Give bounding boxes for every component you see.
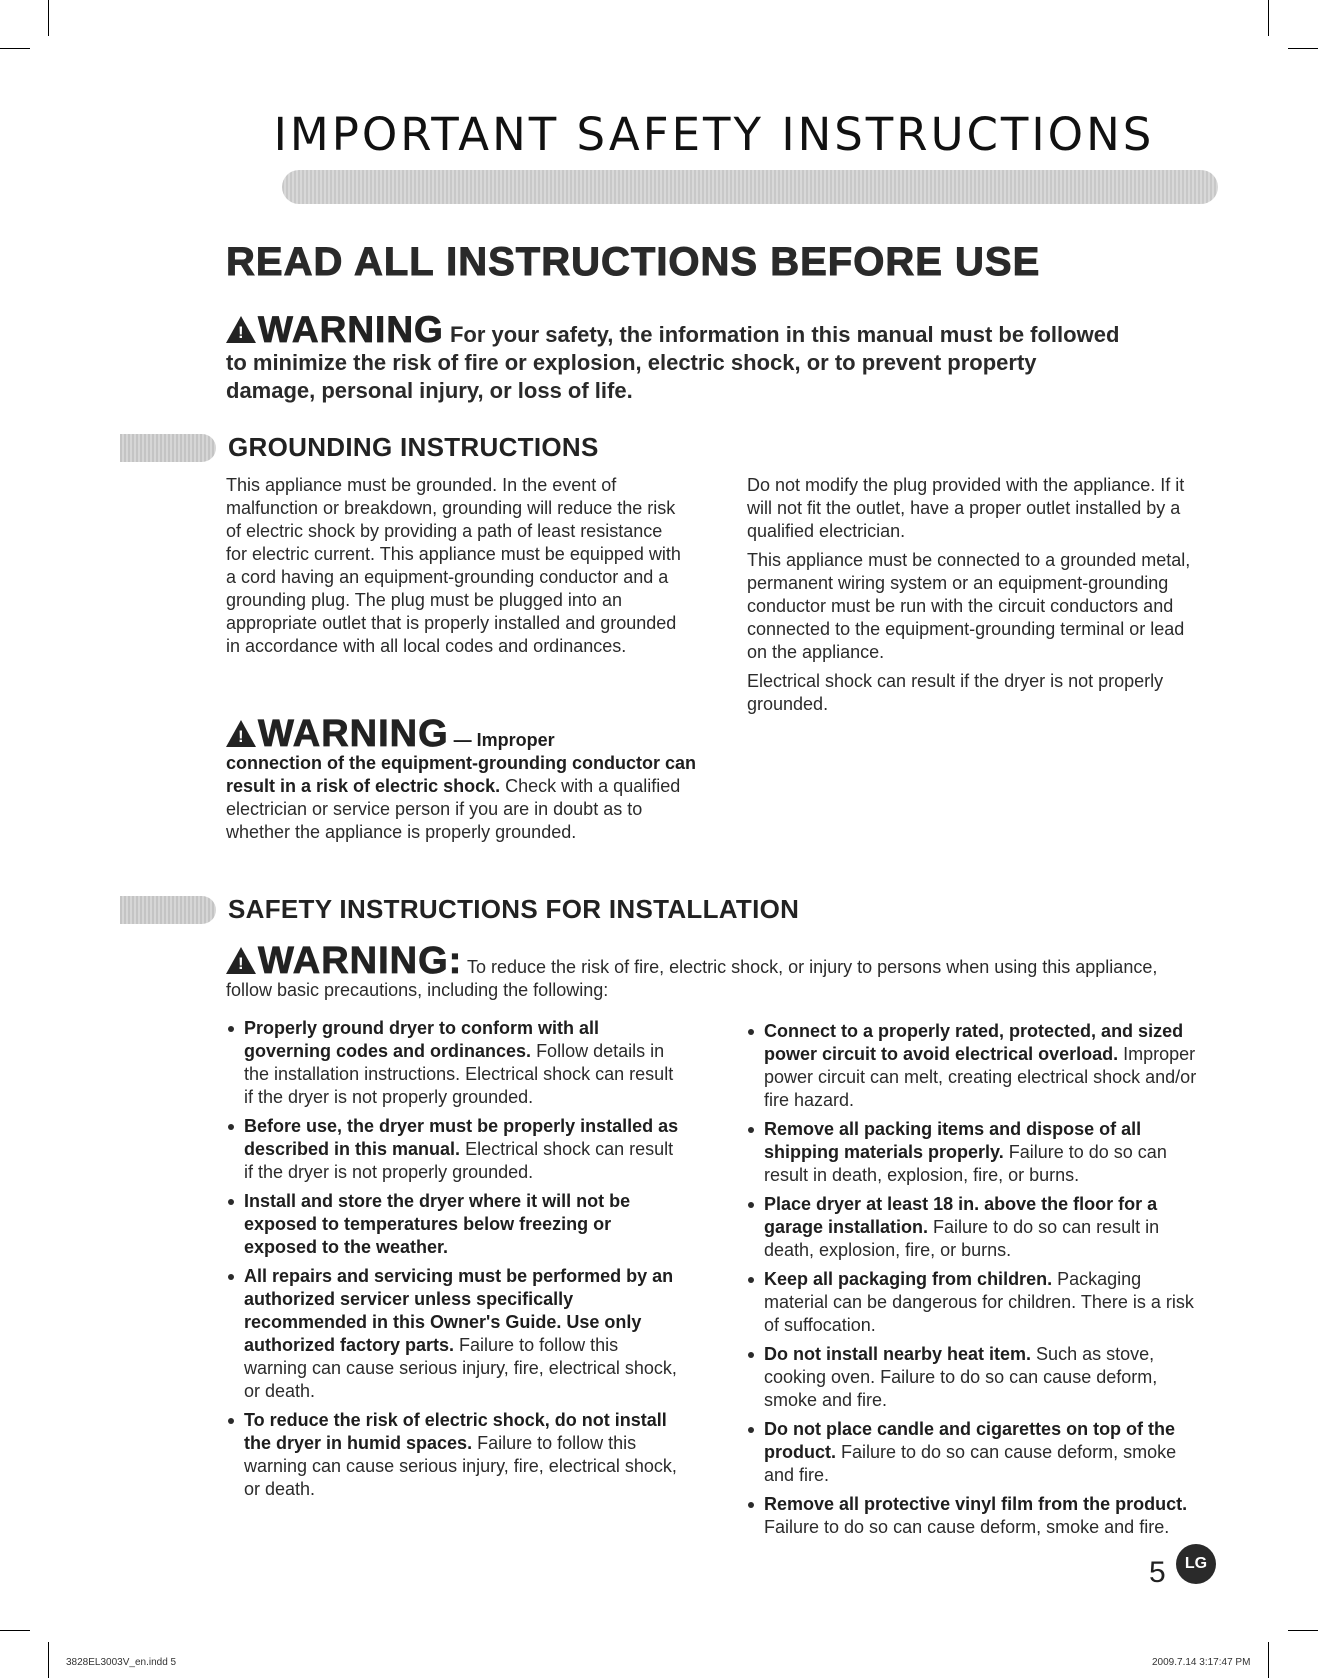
section-marker-pill — [120, 434, 216, 462]
grounding-paragraph: This appliance must be grounded. In the event of malfunction or breakdown, grounding will reduce the risk of electric shock by providing a path of least resistance for electric current. This appliance must be equipped with a cord having an equipment-grounding conductor and a grounding plug. The plug must be plugged into an appropriate outlet that is properly installed and grounded in accordance with all local codes and ordinances. — [226, 475, 681, 656]
bullet-bold: Remove all packing items and dispose of all shipping materials properly. — [764, 1119, 1142, 1162]
warning-label: WARNING — [258, 309, 444, 350]
bullet-text: Failure to follow this warning can cause serious injury, fire, electrical shock, or death. — [244, 1433, 677, 1499]
bullet-bold: Do not place candle and cigarettes on top of the product. — [764, 1419, 1176, 1462]
grounding-right-text — [747, 474, 1197, 722]
bullet-text: Failure to do so can cause deform, smoke and fire. — [764, 1517, 1170, 1537]
lg-logo-icon: LG — [1176, 1544, 1216, 1584]
crop-mark — [0, 1630, 30, 1631]
installation-heading: SAFETY INSTRUCTIONS FOR INSTALLATION — [228, 894, 800, 924]
bullet-item — [746, 1020, 1201, 1112]
bullet-item — [746, 1118, 1201, 1187]
grounding-warning-bold: connection of the equipment-grounding conductor can result in a risk of electric shock. — [226, 753, 696, 796]
bullet-bold: Install and store the dryer where it will not be exposed to temperatures below freezing or exposed to the weather. — [244, 1191, 631, 1257]
crop-mark — [48, 1642, 49, 1678]
grounding-warning — [226, 713, 696, 844]
bullet-text: Failure to do so can result in death, explosion, fire, or burns. — [764, 1217, 1160, 1260]
bullet-item — [226, 1115, 686, 1184]
warning-suffix: — Improper — [453, 730, 555, 750]
grounding-right-paragraph: Electrical shock can result if the dryer is not properly grounded. — [747, 671, 1164, 714]
bullet-text: Failure to do so can result in death, explosion, fire, or burns. — [764, 1142, 1167, 1185]
bullet-text: Electrical shock can result if the dryer is not properly grounded. — [244, 1139, 674, 1182]
bullet-text: Such as stove, cooking oven. Failure to do so can cause deform, smoke and fire. — [764, 1344, 1158, 1410]
crop-mark — [1268, 0, 1269, 36]
installation-left-list — [226, 1017, 686, 1507]
read-all-heading: READ ALL INSTRUCTIONS BEFORE USE — [226, 240, 1041, 284]
bullet-item — [226, 1017, 686, 1109]
safety-warning-intro — [226, 309, 1126, 405]
bullet-item — [746, 1418, 1201, 1487]
title-decoration-bar — [282, 170, 1218, 204]
bullet-item — [746, 1343, 1201, 1412]
grounding-left-text — [226, 474, 686, 664]
bullet-bold: To reduce the risk of electric shock, do not install the dryer in humid spaces. — [244, 1410, 667, 1453]
bullet-item — [226, 1265, 686, 1403]
crop-mark — [1268, 1642, 1269, 1678]
warning-label: WARNING: — [258, 940, 463, 982]
installation-right-list — [746, 1020, 1201, 1545]
grounding-right-paragraph: Do not modify the plug provided with the appliance. If it will not fit the outlet, have a proper outlet installed by a qualified electrician. — [747, 475, 1185, 541]
bullet-bold: All repairs and servicing must be performed by an authorized servicer unless specifically recommended in this Owner's Guide. Use only authorized factory parts. — [244, 1266, 674, 1355]
crop-mark — [1288, 48, 1318, 49]
warning-triangle-icon — [226, 720, 256, 747]
bullet-item — [746, 1268, 1201, 1337]
bullet-text: Improper power circuit can melt, creating electrical shock and/or fire hazard. — [764, 1044, 1197, 1110]
bullet-text: Failure to do so can cause deform, smoke and fire. — [764, 1442, 1177, 1485]
bullet-text: Follow details in the installation instructions. Electrical shock can result if the dryer is not properly grounded. — [244, 1041, 674, 1107]
grounding-warning-text: Check with a qualified electrician or service person if you are in doubt as to whether the appliance is properly grounded. — [226, 776, 681, 842]
bullet-bold: Properly ground dryer to conform with all governing codes and ordinances. — [244, 1018, 600, 1061]
bullet-item — [746, 1493, 1201, 1539]
bullet-bold: Before use, the dryer must be properly installed as described in this manual. — [244, 1116, 679, 1159]
crop-mark — [1288, 1630, 1318, 1631]
page-title: IMPORTANT SAFETY INSTRUCTIONS — [273, 108, 1155, 161]
warning-intro-text: For your safety, the information in this manual must be followed to minimize the risk of fire or explosion, electric shock, or to prevent property damage, personal injury, or loss of life. — [226, 322, 1120, 403]
bullet-text: Failure to follow this warning can cause serious injury, fire, electrical shock, or death. — [244, 1335, 677, 1401]
grounding-section-header — [120, 432, 599, 463]
crop-mark — [48, 0, 49, 36]
warning-triangle-icon — [226, 947, 256, 974]
footer-timestamp: 2009.7.14 3:17:47 PM — [1152, 1657, 1251, 1668]
section-marker-pill — [120, 896, 216, 924]
bullet-item — [746, 1193, 1201, 1262]
warning-label: WARNING — [258, 713, 449, 755]
installation-warning — [226, 940, 1186, 1002]
installation-warning-text: To reduce the risk of fire, electric shock, or injury to persons when using this appliance, follow basic precautions, including the following: — [226, 957, 1158, 1000]
bullet-text: Packaging material can be dangerous for children. There is a risk of suffocation. — [764, 1269, 1194, 1335]
bullet-item — [226, 1409, 686, 1501]
bullet-bold: Remove all protective vinyl film from the product. — [764, 1494, 1188, 1514]
warning-triangle-icon — [226, 316, 256, 343]
footer-filename: 3828EL3003V_en.indd 5 — [66, 1657, 177, 1668]
grounding-heading: GROUNDING INSTRUCTIONS — [228, 432, 599, 462]
page-number: 5 — [1149, 1556, 1166, 1589]
bullet-item — [226, 1190, 686, 1259]
bullet-bold: Do not install nearby heat item. — [764, 1344, 1032, 1364]
grounding-right-paragraph: This appliance must be connected to a grounded metal, permanent wiring system or an equipment-grounding conductor must be run with the circuit conductors and connected to the equipment-grounding terminal or lead on the appliance. — [747, 550, 1191, 662]
bullet-bold: Keep all packaging from children. — [764, 1269, 1053, 1289]
bullet-bold: Connect to a properly rated, protected, and sized power circuit to avoid electrical overload. — [764, 1021, 1184, 1064]
crop-mark — [0, 48, 30, 49]
installation-section-header — [120, 894, 799, 925]
bullet-bold: Place dryer at least 18 in. above the floor for a garage installation. — [764, 1194, 1158, 1237]
